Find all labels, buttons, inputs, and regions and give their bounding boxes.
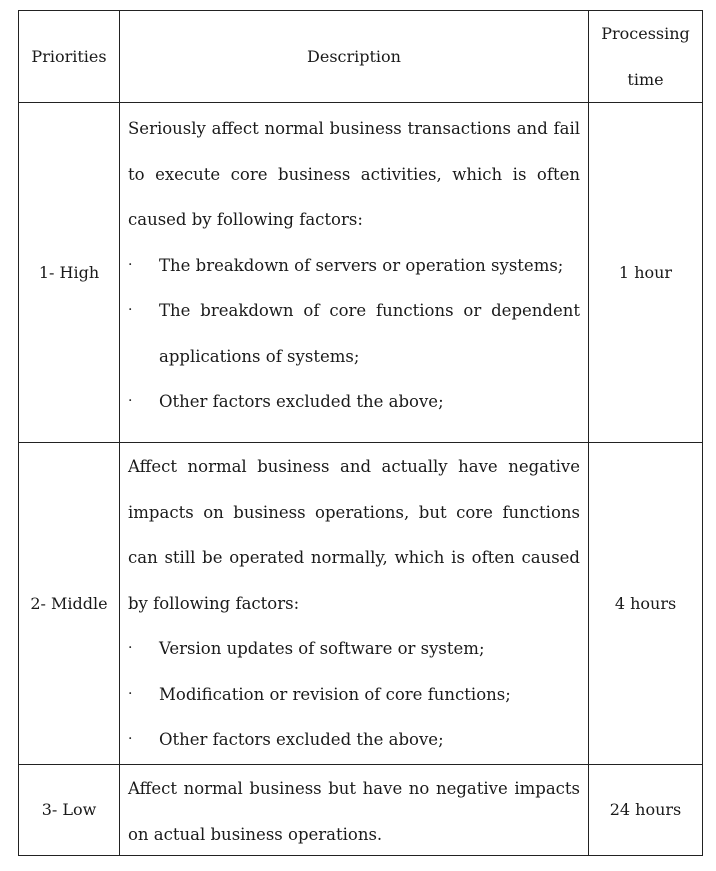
priority-cell [19,765,120,855]
list-item-text: Other factors excluded the above; [159,392,444,411]
bullet-dot-icon: · [128,685,133,702]
priority-label: 1- High [38,262,100,282]
header-processing-time-line2: time [627,69,664,89]
processing-time-value: 4 hours [614,593,677,613]
description-cell [120,765,589,855]
table-row-middle [18,442,703,764]
table-row-high [18,102,703,442]
processing-time-value: 24 hours [609,800,682,820]
list-item-text: The breakdown of core functions or dependent applications of systems; [159,301,580,366]
table-row-low [18,764,703,856]
priority-cell [19,103,120,442]
processing-time-cell [589,443,702,764]
priority-cell [19,443,120,764]
processing-time-cell [589,103,702,442]
list-item-text: The breakdown of servers or operation systems; [159,255,564,275]
description-cell [120,443,589,764]
header-processing-time-line1: Processing [601,24,690,43]
description-intro: Affect normal business but have no negative impacts on actual business operations. [128,779,580,844]
header-description: Description [307,46,401,66]
factor-list [128,243,580,425]
list-item [128,717,580,763]
header-processing-time-cell [589,11,702,102]
bullet-dot-icon: · [128,256,133,273]
processing-time-value: 1 hour [618,262,673,282]
bullet-dot-icon: · [128,640,133,656]
processing-time-cell [589,765,702,855]
description-intro: Seriously affect normal business transactions and fail to execute core business activities, which is often caused by following factors: [128,119,580,229]
description-intro: Affect normal business and actually have negative impacts on business operations, but core functions can still be operated normally, which is often caused by following factors: [128,457,580,613]
header-priorities-cell [19,11,120,102]
bullet-dot-icon: · [128,302,133,318]
list-item-text: Version updates of software or system; [159,639,485,658]
list-item [128,243,580,289]
list-item [128,288,580,379]
list-item [128,626,580,672]
bullet-dot-icon: · [128,731,133,747]
description-cell [120,103,589,442]
list-item-text: Modification or revision of core functions; [159,684,511,704]
priority-label: 3- Low [41,800,97,820]
factor-list [128,626,580,763]
header-description-cell [120,11,589,102]
priority-label: 2- Middle [30,593,108,613]
priority-table [18,10,703,856]
table-header-row [18,10,703,102]
list-item [128,672,580,718]
bullet-dot-icon: · [128,393,133,409]
list-item-text: Other factors excluded the above; [159,730,444,749]
list-item [128,379,580,425]
header-priorities: Priorities [31,46,107,66]
